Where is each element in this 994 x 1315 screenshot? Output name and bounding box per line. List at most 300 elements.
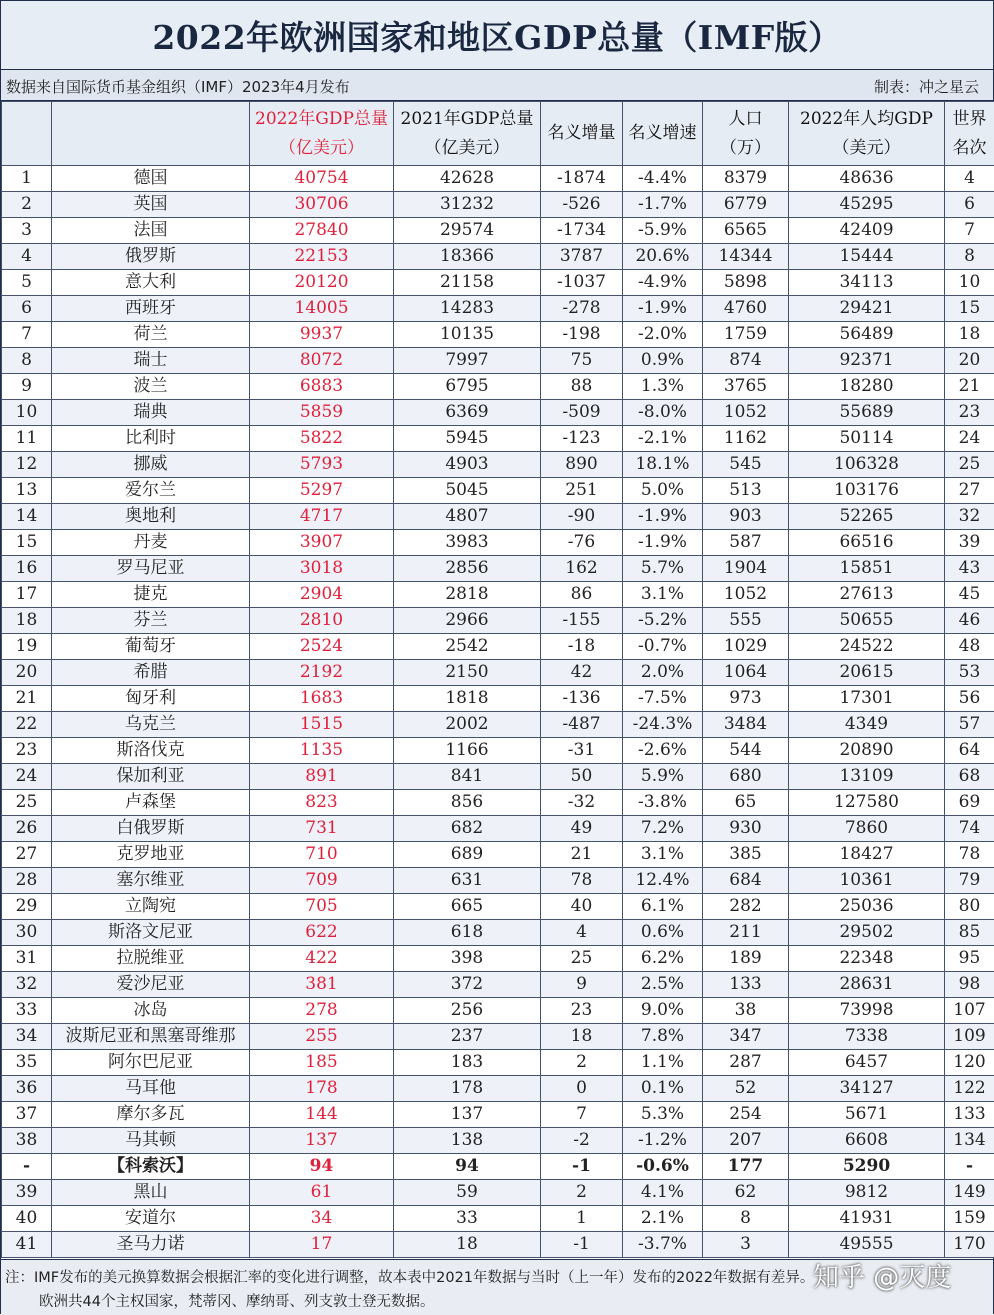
nominal-increase-cell: 4 (541, 920, 623, 946)
gdp-2022-cell: 8072 (250, 348, 394, 374)
table-row (2, 582, 994, 608)
country-cell: 瑞士 (52, 348, 250, 374)
world-rank-header: 世界 名次 (945, 102, 994, 166)
table-row (2, 192, 994, 218)
world-rank-cell: 20 (945, 348, 994, 374)
table-row (2, 1050, 994, 1076)
nominal-growth-cell: -5.2% (623, 608, 703, 634)
rank-cell: 14 (2, 504, 52, 530)
world-rank-cell: - (945, 1154, 994, 1180)
gdp-2022-cell: 5297 (250, 478, 394, 504)
gdp-2021-cell: 5045 (394, 478, 541, 504)
population-cell: 1029 (703, 634, 789, 660)
population-cell: 385 (703, 842, 789, 868)
population-cell: 930 (703, 816, 789, 842)
table-row (2, 348, 994, 374)
world-rank-cell: 46 (945, 608, 994, 634)
gdp-per-capita-cell: 5671 (789, 1102, 945, 1128)
nominal-growth-cell: -3.7% (623, 1232, 703, 1258)
rank-cell: 7 (2, 322, 52, 348)
table-row (2, 478, 994, 504)
population-cell: 189 (703, 946, 789, 972)
nominal-increase-cell: 49 (541, 816, 623, 842)
nominal-increase-cell: 42 (541, 660, 623, 686)
table-row (2, 166, 994, 192)
nominal-increase-cell: 7 (541, 1102, 623, 1128)
gdp-2021-cell: 14283 (394, 296, 541, 322)
gdp-per-capita-cell: 29502 (789, 920, 945, 946)
world-rank-cell: 74 (945, 816, 994, 842)
world-rank-cell: 98 (945, 972, 994, 998)
population-cell: 211 (703, 920, 789, 946)
rank-cell: 32 (2, 972, 52, 998)
nominal-increase-cell: 162 (541, 556, 623, 582)
table-row (2, 816, 994, 842)
nominal-increase-cell: 1 (541, 1206, 623, 1232)
gdp-2021-header: 2021年GDP总量 （亿美元） (394, 102, 541, 166)
gdp-2022-cell: 30706 (250, 192, 394, 218)
nominal-increase-cell: 86 (541, 582, 623, 608)
rank-cell: 4 (2, 244, 52, 270)
country-cell: 马其顿 (52, 1128, 250, 1154)
gdp-2022-cell: 255 (250, 1024, 394, 1050)
country-cell: 克罗地亚 (52, 842, 250, 868)
table-row (2, 1102, 994, 1128)
population-cell: 282 (703, 894, 789, 920)
nominal-growth-cell: -0.6% (623, 1154, 703, 1180)
gdp-2021-cell: 21158 (394, 270, 541, 296)
table-row (2, 218, 994, 244)
table-row (2, 972, 994, 998)
world-rank-cell: 109 (945, 1024, 994, 1050)
country-cell: 奥地利 (52, 504, 250, 530)
footnote-line-2: 欧洲共44个主权国家，梵蒂冈、摩纳哥、列支敦士登无数据。 (39, 1290, 434, 1311)
header-row (2, 102, 994, 166)
nominal-growth-cell: 5.0% (623, 478, 703, 504)
population-cell: 52 (703, 1076, 789, 1102)
nominal-growth-cell: -2.6% (623, 738, 703, 764)
gdp-per-capita-cell: 29421 (789, 296, 945, 322)
gdp-2021-cell: 665 (394, 894, 541, 920)
country-cell: 罗马尼亚 (52, 556, 250, 582)
gdp-per-capita-cell: 42409 (789, 218, 945, 244)
world-rank-cell: 25 (945, 452, 994, 478)
nominal-growth-cell: 6.2% (623, 946, 703, 972)
nominal-growth-cell: 4.1% (623, 1180, 703, 1206)
gdp-2021-cell: 2818 (394, 582, 541, 608)
gdp-2022-cell: 178 (250, 1076, 394, 1102)
population-cell: 207 (703, 1128, 789, 1154)
world-rank-cell: 68 (945, 764, 994, 790)
population-cell: 903 (703, 504, 789, 530)
nominal-increase-cell: -278 (541, 296, 623, 322)
country-cell: 【科索沃】 (52, 1154, 250, 1180)
nominal-growth-cell: 0.6% (623, 920, 703, 946)
table-row (2, 296, 994, 322)
country-cell: 英国 (52, 192, 250, 218)
rank-cell: 29 (2, 894, 52, 920)
gdp-per-capita-cell: 24522 (789, 634, 945, 660)
gdp-2022-cell: 22153 (250, 244, 394, 270)
rank-cell: 41 (2, 1232, 52, 1258)
gdp-per-capita-cell: 48636 (789, 166, 945, 192)
table-row (2, 608, 994, 634)
table-row (2, 244, 994, 270)
rank-cell: 9 (2, 374, 52, 400)
population-cell: 6779 (703, 192, 789, 218)
table-row (2, 660, 994, 686)
nominal-increase-cell: -136 (541, 686, 623, 712)
gdp-2022-cell: 2904 (250, 582, 394, 608)
gdp-2022-cell: 61 (250, 1180, 394, 1206)
table-row (2, 738, 994, 764)
nominal-growth-cell: -1.7% (623, 192, 703, 218)
gdp-2022-cell: 40754 (250, 166, 394, 192)
country-header (52, 102, 250, 166)
gdp-2022-cell: 6883 (250, 374, 394, 400)
rank-cell: 30 (2, 920, 52, 946)
rank-cell: 15 (2, 530, 52, 556)
gdp-per-capita-cell: 27613 (789, 582, 945, 608)
nominal-increase-cell: 88 (541, 374, 623, 400)
gdp-per-capita-cell: 41931 (789, 1206, 945, 1232)
country-cell: 拉脱维亚 (52, 946, 250, 972)
nominal-increase-cell: 0 (541, 1076, 623, 1102)
nominal-increase-cell: 251 (541, 478, 623, 504)
gdp-2022-cell: 710 (250, 842, 394, 868)
world-rank-cell: 80 (945, 894, 994, 920)
nominal-growth-cell: -2.1% (623, 426, 703, 452)
gdp-2021-cell: 856 (394, 790, 541, 816)
nominal-increase-cell: -32 (541, 790, 623, 816)
nominal-growth-cell: -8.0% (623, 400, 703, 426)
rank-cell: 25 (2, 790, 52, 816)
gdp-per-capita-cell: 17301 (789, 686, 945, 712)
gdp-per-capita-cell: 6608 (789, 1128, 945, 1154)
rank-header (2, 102, 52, 166)
rank-cell: 12 (2, 452, 52, 478)
table-row (2, 946, 994, 972)
country-cell: 卢森堡 (52, 790, 250, 816)
gdp-per-capita-cell: 20615 (789, 660, 945, 686)
gdp-2022-cell: 185 (250, 1050, 394, 1076)
gdp-2021-cell: 2002 (394, 712, 541, 738)
gdp-2021-cell: 42628 (394, 166, 541, 192)
gdp-2021-cell: 137 (394, 1102, 541, 1128)
world-rank-cell: 45 (945, 582, 994, 608)
nominal-increase-cell: -76 (541, 530, 623, 556)
gdp-2022-cell: 2524 (250, 634, 394, 660)
rank-cell: 8 (2, 348, 52, 374)
nominal-increase-cell: -18 (541, 634, 623, 660)
nominal-increase-cell: -31 (541, 738, 623, 764)
world-rank-cell: 122 (945, 1076, 994, 1102)
population-cell: 4760 (703, 296, 789, 322)
rank-cell: 10 (2, 400, 52, 426)
table-row (2, 998, 994, 1024)
table-row (2, 712, 994, 738)
table-row (2, 920, 994, 946)
gdp-2022-cell: 709 (250, 868, 394, 894)
rank-cell: 23 (2, 738, 52, 764)
population-cell: 973 (703, 686, 789, 712)
population-cell: 545 (703, 452, 789, 478)
population-cell: 587 (703, 530, 789, 556)
world-rank-cell: 39 (945, 530, 994, 556)
rank-cell: 34 (2, 1024, 52, 1050)
gdp-2022-cell: 823 (250, 790, 394, 816)
gdp-2021-cell: 6369 (394, 400, 541, 426)
country-cell: 德国 (52, 166, 250, 192)
gdp-2022-cell: 2192 (250, 660, 394, 686)
gdp-2021-cell: 2966 (394, 608, 541, 634)
footnote-line-1: 注：IMF发布的美元换算数据会根据汇率的变化进行调整，故本表中2021年数据与当时（上一年）发布的2022年数据有差异。 (5, 1266, 989, 1287)
country-cell: 黑山 (52, 1180, 250, 1206)
rank-cell: 36 (2, 1076, 52, 1102)
population-cell: 8379 (703, 166, 789, 192)
nominal-increase-cell: 78 (541, 868, 623, 894)
table-row (2, 634, 994, 660)
rank-cell: 3 (2, 218, 52, 244)
gdp-2021-cell: 618 (394, 920, 541, 946)
population-cell: 555 (703, 608, 789, 634)
gdp-2021-cell: 841 (394, 764, 541, 790)
rank-cell: 13 (2, 478, 52, 504)
population-cell: 513 (703, 478, 789, 504)
world-rank-cell: 4 (945, 166, 994, 192)
population-cell: 1904 (703, 556, 789, 582)
country-cell: 白俄罗斯 (52, 816, 250, 842)
country-cell: 挪威 (52, 452, 250, 478)
nominal-increase-cell: -1037 (541, 270, 623, 296)
country-cell: 波兰 (52, 374, 250, 400)
world-rank-cell: 15 (945, 296, 994, 322)
gdp-2022-cell: 3018 (250, 556, 394, 582)
gdp-2021-cell: 59 (394, 1180, 541, 1206)
world-rank-cell: 133 (945, 1102, 994, 1128)
table-row (2, 400, 994, 426)
nominal-increase-cell: 25 (541, 946, 623, 972)
world-rank-cell: 10 (945, 270, 994, 296)
country-cell: 摩尔多瓦 (52, 1102, 250, 1128)
nominal-growth-cell: -0.7% (623, 634, 703, 660)
world-rank-cell: 69 (945, 790, 994, 816)
country-cell: 塞尔维亚 (52, 868, 250, 894)
population-cell: 347 (703, 1024, 789, 1050)
gdp-2021-cell: 4903 (394, 452, 541, 478)
nominal-increase-cell: 2 (541, 1180, 623, 1206)
country-cell: 意大利 (52, 270, 250, 296)
population-cell: 177 (703, 1154, 789, 1180)
gdp-2021-cell: 6795 (394, 374, 541, 400)
gdp-2021-cell: 256 (394, 998, 541, 1024)
nominal-growth-cell: -1.2% (623, 1128, 703, 1154)
world-rank-cell: 159 (945, 1206, 994, 1232)
nominal-growth-cell: 12.4% (623, 868, 703, 894)
table-row (2, 868, 994, 894)
gdp-2022-cell: 144 (250, 1102, 394, 1128)
gdp-2021-cell: 94 (394, 1154, 541, 1180)
rank-cell: 38 (2, 1128, 52, 1154)
table-row (2, 1180, 994, 1206)
country-cell: 安道尔 (52, 1206, 250, 1232)
gdp-2022-cell: 2810 (250, 608, 394, 634)
gdp-per-capita-cell: 20890 (789, 738, 945, 764)
gdp-2021-cell: 29574 (394, 218, 541, 244)
nominal-increase-cell: -155 (541, 608, 623, 634)
gdp-table (1, 101, 994, 1258)
world-rank-cell: 78 (945, 842, 994, 868)
gdp-per-capita-cell: 73998 (789, 998, 945, 1024)
table-body (2, 166, 994, 1258)
gdp-per-capita-cell: 5290 (789, 1154, 945, 1180)
gdp-2022-cell: 4717 (250, 504, 394, 530)
population-cell: 1052 (703, 400, 789, 426)
nominal-growth-cell: -3.8% (623, 790, 703, 816)
gdp-per-capita-cell: 66516 (789, 530, 945, 556)
table-row (2, 1024, 994, 1050)
gdp-per-capita-cell: 7860 (789, 816, 945, 842)
gdp-2022-cell: 705 (250, 894, 394, 920)
gdp-per-capita-cell: 28631 (789, 972, 945, 998)
table-row (2, 1206, 994, 1232)
nominal-increase-cell: -198 (541, 322, 623, 348)
population-cell: 287 (703, 1050, 789, 1076)
population-cell: 1052 (703, 582, 789, 608)
table-row (2, 1076, 994, 1102)
nominal-growth-cell: 20.6% (623, 244, 703, 270)
nominal-increase-cell: -1874 (541, 166, 623, 192)
population-cell: 8 (703, 1206, 789, 1232)
world-rank-cell: 95 (945, 946, 994, 972)
gdp-2021-cell: 18 (394, 1232, 541, 1258)
country-cell: 斯洛文尼亚 (52, 920, 250, 946)
population-cell: 65 (703, 790, 789, 816)
rank-cell: 22 (2, 712, 52, 738)
nominal-growth-cell: 9.0% (623, 998, 703, 1024)
world-rank-cell: 120 (945, 1050, 994, 1076)
nominal-growth-cell: 0.1% (623, 1076, 703, 1102)
gdp-per-capita-cell: 6457 (789, 1050, 945, 1076)
population-cell: 254 (703, 1102, 789, 1128)
nominal-growth-cell: 0.9% (623, 348, 703, 374)
world-rank-cell: 170 (945, 1232, 994, 1258)
source-note: 数据来自国际货币基金组织（IMF）2023年4月发布 (6, 76, 350, 97)
population-cell: 5898 (703, 270, 789, 296)
nominal-growth-cell: 5.9% (623, 764, 703, 790)
population-cell: 133 (703, 972, 789, 998)
gdp-2022-cell: 5793 (250, 452, 394, 478)
gdp-2021-cell: 10135 (394, 322, 541, 348)
gdp-per-capita-cell: 49555 (789, 1232, 945, 1258)
gdp-per-capita-cell: 106328 (789, 452, 945, 478)
gdp-per-capita-cell: 56489 (789, 322, 945, 348)
gdp-per-capita-cell: 18427 (789, 842, 945, 868)
gdp-per-capita-cell: 50655 (789, 608, 945, 634)
rank-cell: 31 (2, 946, 52, 972)
rank-cell: 21 (2, 686, 52, 712)
nominal-growth-cell: 6.1% (623, 894, 703, 920)
country-cell: 捷克 (52, 582, 250, 608)
gdp-2022-header: 2022年GDP总量 （亿美元） (250, 102, 394, 166)
country-cell: 荷兰 (52, 322, 250, 348)
country-cell: 法国 (52, 218, 250, 244)
gdp-2022-cell: 622 (250, 920, 394, 946)
population-cell: 874 (703, 348, 789, 374)
gdp-2021-cell: 178 (394, 1076, 541, 1102)
table-row (2, 426, 994, 452)
nominal-increase-cell: -1734 (541, 218, 623, 244)
world-rank-cell: 7 (945, 218, 994, 244)
gdp-per-capita-cell: 15851 (789, 556, 945, 582)
gdp-2022-cell: 891 (250, 764, 394, 790)
population-cell: 6565 (703, 218, 789, 244)
gdp-2022-cell: 1135 (250, 738, 394, 764)
country-cell: 波斯尼亚和黑塞哥维那 (52, 1024, 250, 1050)
gdp-2021-cell: 5945 (394, 426, 541, 452)
gdp-2021-cell: 18366 (394, 244, 541, 270)
gdp-per-capita-cell: 52265 (789, 504, 945, 530)
nominal-increase-cell: -1 (541, 1232, 623, 1258)
country-cell: 保加利亚 (52, 764, 250, 790)
table-row (2, 530, 994, 556)
gdp-per-capita-cell: 15444 (789, 244, 945, 270)
nominal-increase-cell: -90 (541, 504, 623, 530)
gdp-2021-cell: 33 (394, 1206, 541, 1232)
world-rank-cell: 23 (945, 400, 994, 426)
nominal-growth-cell: 7.2% (623, 816, 703, 842)
country-cell: 立陶宛 (52, 894, 250, 920)
nominal-increase-cell: -509 (541, 400, 623, 426)
world-rank-cell: 18 (945, 322, 994, 348)
rank-cell: 40 (2, 1206, 52, 1232)
population-cell: 1064 (703, 660, 789, 686)
gdp-2021-cell: 2150 (394, 660, 541, 686)
world-rank-cell: 24 (945, 426, 994, 452)
gdp-2021-cell: 4807 (394, 504, 541, 530)
gdp-2021-cell: 372 (394, 972, 541, 998)
rank-cell: 18 (2, 608, 52, 634)
gdp-2022-cell: 17 (250, 1232, 394, 1258)
rank-cell: 28 (2, 868, 52, 894)
country-cell: 希腊 (52, 660, 250, 686)
gdp-2021-cell: 1166 (394, 738, 541, 764)
world-rank-cell: 56 (945, 686, 994, 712)
rank-cell: 37 (2, 1102, 52, 1128)
nominal-growth-cell: -7.5% (623, 686, 703, 712)
gdp-2021-cell: 2542 (394, 634, 541, 660)
nominal-growth-cell: -2.0% (623, 322, 703, 348)
rank-cell: - (2, 1154, 52, 1180)
gdp-2021-cell: 31232 (394, 192, 541, 218)
gdp-2022-cell: 278 (250, 998, 394, 1024)
gdp-2022-cell: 94 (250, 1154, 394, 1180)
gdp-per-capita-cell: 18280 (789, 374, 945, 400)
gdp-per-capita-cell: 7338 (789, 1024, 945, 1050)
table-row (2, 270, 994, 296)
rank-cell: 16 (2, 556, 52, 582)
nominal-growth-cell: 5.3% (623, 1102, 703, 1128)
country-cell: 阿尔巴尼亚 (52, 1050, 250, 1076)
rank-cell: 5 (2, 270, 52, 296)
rank-cell: 35 (2, 1050, 52, 1076)
maker-note: 制表：冲之星云 (874, 76, 979, 97)
nominal-growth-cell: 2.0% (623, 660, 703, 686)
nominal-growth-header: 名义增速 (623, 102, 703, 166)
nominal-increase-cell: 9 (541, 972, 623, 998)
country-cell: 爱沙尼亚 (52, 972, 250, 998)
table-row (2, 790, 994, 816)
